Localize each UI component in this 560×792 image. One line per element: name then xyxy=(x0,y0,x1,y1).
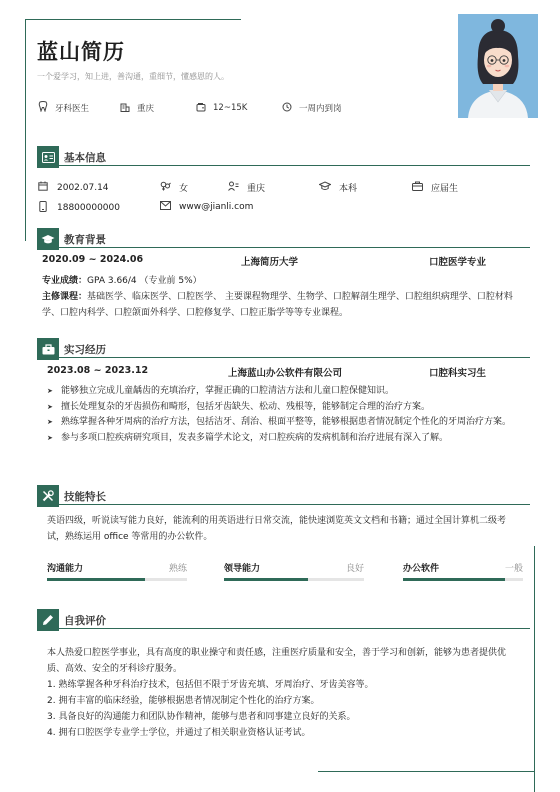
education-details xyxy=(37,273,530,321)
gpa-line: 专业成绩：GPA 3.66/4 （专业前 5%） xyxy=(42,276,202,286)
section-basic-info xyxy=(37,146,530,213)
skill-bars xyxy=(37,561,530,591)
section-divider xyxy=(59,357,530,358)
list-item: 3. 具备良好的沟通能力和团队协作精神，能够与患者和同事建立良好的关系。 xyxy=(47,712,356,722)
section-divider xyxy=(59,247,530,248)
section-divider xyxy=(59,165,530,166)
education-row xyxy=(37,254,530,268)
section-header xyxy=(37,228,530,250)
section-title: 技能特长 xyxy=(64,491,106,503)
profile-photo xyxy=(458,14,538,118)
info-location: 重庆 xyxy=(227,181,265,194)
id-card-icon xyxy=(37,146,59,168)
info-gender: 女 xyxy=(159,181,188,194)
briefcase-icon xyxy=(411,181,423,194)
education-school: 上海简历大学 xyxy=(241,257,299,268)
intent-position: 牙科医生 xyxy=(37,101,119,115)
skill-fill xyxy=(47,578,145,581)
skill-track xyxy=(224,578,364,581)
user-location-icon xyxy=(227,181,239,194)
intent-salary: 12~15K xyxy=(195,102,281,115)
list-item: ➤ 参与多项口腔疾病研究项目，发表多篇学术论文，对口腔疾病的发病机制和治疗进展有深入了解。 xyxy=(37,431,530,447)
self-eval-intro: 本人热爱口腔医学事业，具有高度的职业操守和责任感，注重医疗质量和安全，善于学习和创新，能够为患者提供优质、高效、安全的牙科诊疗服务。 xyxy=(47,648,507,674)
accent-line-top xyxy=(25,19,241,20)
list-item: 1. 熟练掌握各种牙科治疗技术，包括但不限于牙齿充填、牙周治疗、牙齿美容等。 xyxy=(47,680,374,690)
building-icon xyxy=(119,102,131,115)
skill-track xyxy=(47,578,187,581)
graduation-cap-icon xyxy=(37,228,59,250)
clock-icon xyxy=(281,102,293,115)
experience-period: 2023.08 ~ 2023.12 xyxy=(47,365,149,376)
skill-bar: 办公软件 一般 xyxy=(403,561,523,574)
briefcase-icon xyxy=(37,338,59,360)
skill-bar: 领导能力 良好 xyxy=(224,561,364,574)
section-header xyxy=(37,338,530,360)
mail-icon xyxy=(159,201,171,213)
section-education xyxy=(37,228,530,321)
job-intent xyxy=(37,101,342,115)
avatar-illustration xyxy=(458,14,538,118)
accent-line-left xyxy=(25,19,26,241)
section-title: 教育背景 xyxy=(64,234,106,246)
section-skills xyxy=(37,485,530,591)
skill-track xyxy=(403,578,523,581)
info-birth: 2002.07.14 xyxy=(37,181,109,194)
tools-icon xyxy=(37,485,59,507)
education-major: 口腔医学专业 xyxy=(429,257,487,268)
list-item: ➤ 熟练掌握各种牙周病的治疗方法，包括洁牙、刮治、根面平整等，能够根据患者情况制定个性化的牙周治疗方案。 xyxy=(37,415,530,431)
experience-company: 上海蓝山办公软件有限公司 xyxy=(228,368,343,379)
tooth-icon xyxy=(37,101,49,115)
info-degree: 本科 xyxy=(319,181,357,194)
section-divider xyxy=(59,504,530,505)
info-email: www@jianli.com xyxy=(159,201,253,213)
education-period: 2020.09 ~ 2024.06 xyxy=(42,254,144,265)
experience-row xyxy=(37,365,530,379)
list-item: ➤ 能够独立完成儿童龋齿的充填治疗，掌握正确的口腔清洁方法和儿童口腔保健知识。 xyxy=(37,384,530,400)
skills-text: 英语四级，听说读写能力良好，能流利的用英语进行日常交流，能快速浏览英文文档和书籍；通过全国计算机二级考试，熟练运用 office 等常用的办公软件。 xyxy=(47,516,507,542)
section-self-evaluation xyxy=(37,609,530,741)
arrow-bullet-icon: ➤ xyxy=(47,387,53,395)
motto: 一个爱学习，知上进，善沟通，重细节，懂感恩的人。 xyxy=(37,72,229,81)
arrow-bullet-icon: ➤ xyxy=(47,402,53,411)
resume-name: 蓝山简历 xyxy=(37,40,125,64)
gender-icon xyxy=(159,181,171,194)
accent-line-bottom xyxy=(318,771,535,772)
experience-list xyxy=(37,384,530,446)
intent-availability: 一周内到岗 xyxy=(281,102,342,115)
section-title: 自我评价 xyxy=(64,615,106,627)
list-item: 2. 拥有丰富的临床经验，能够根据患者情况制定个性化的治疗方案。 xyxy=(47,696,320,706)
section-header xyxy=(37,609,530,631)
section-header xyxy=(37,146,530,168)
info-phone: 18800000000 xyxy=(37,201,120,215)
self-eval-text xyxy=(37,645,523,741)
section-header xyxy=(37,485,530,507)
section-title: 基本信息 xyxy=(64,152,106,164)
pen-icon xyxy=(37,609,59,631)
intent-city: 重庆 xyxy=(119,102,195,115)
graduation-cap-icon xyxy=(319,181,331,194)
wallet-icon xyxy=(195,102,207,115)
skill-bar: 沟通能力 熟练 xyxy=(47,561,187,574)
accent-line-right xyxy=(534,546,535,792)
section-divider xyxy=(59,628,530,629)
skill-fill xyxy=(403,578,505,581)
section-title: 实习经历 xyxy=(64,344,106,356)
list-item: 4. 拥有口腔医学专业学士学位，并通过了相关职业资格认证考试。 xyxy=(47,728,311,738)
phone-icon xyxy=(37,201,49,215)
calendar-icon xyxy=(37,181,49,194)
arrow-bullet-icon: ➤ xyxy=(47,433,53,442)
section-experience xyxy=(37,338,530,446)
courses-line: 主修课程：基础医学、临床医学、口腔医学、 主要课程物理学、生物学、口腔解剖生理学、口腔组织病理学、口腔材料学、口腔内科学、口腔颌面外科学、口腔修复学、口腔正脂学等等专业课程。 xyxy=(42,292,513,318)
list-item: ➤ 擅长处理复杂的牙齿损伤和畸形，包括牙齿缺失、松动、残根等，能够制定合理的治疗方案。 xyxy=(37,400,530,416)
arrow-bullet-icon: ➤ xyxy=(47,418,53,426)
experience-role: 口腔科实习生 xyxy=(429,368,487,379)
info-status: 应届生 xyxy=(411,181,458,194)
skill-fill xyxy=(224,578,308,581)
